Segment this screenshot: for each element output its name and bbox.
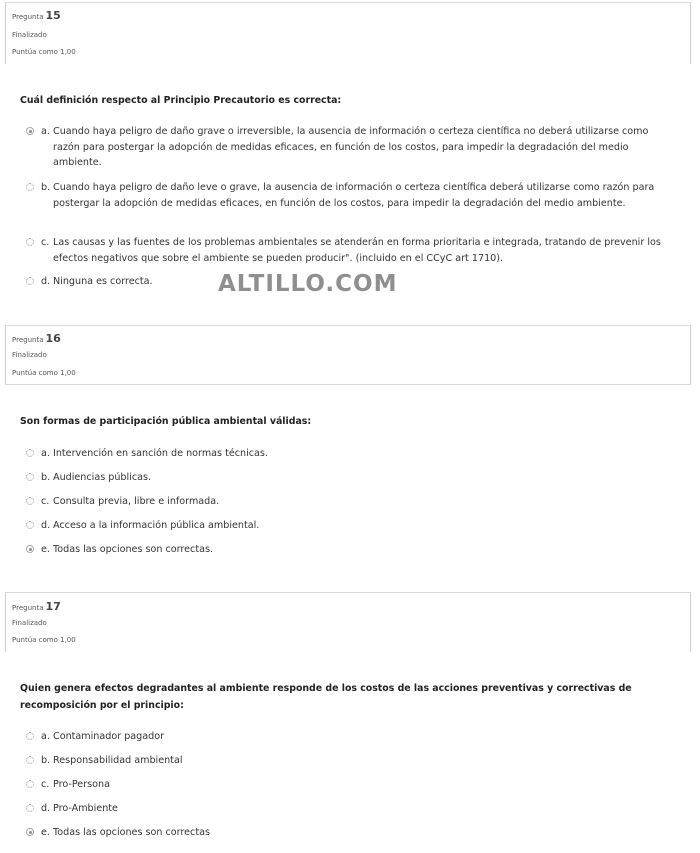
answer-option[interactable] (26, 753, 686, 769)
question-score: Puntúa como 1,00 (12, 48, 76, 56)
option-text: Intervención en sanción de normas técnicas. (53, 448, 268, 459)
question-number-line (12, 332, 61, 345)
option-letter: a. (41, 126, 50, 137)
option-text: Todas las opciones son correctas (53, 827, 210, 838)
option-letter: c. (41, 237, 50, 248)
answer-option[interactable] (26, 801, 686, 817)
option-text: Las causas y las fuentes de los problemas ambientales se atenderán en forma prioritaria e integrada, tratando de prevenir los efectos negativos que sobre el ambiente se pueden producir". (incluido en el CCyC art 1710). (53, 237, 661, 264)
answer-option[interactable] (26, 825, 686, 841)
answer-option[interactable] (26, 446, 686, 462)
answer-option[interactable] (26, 124, 686, 172)
radio-icon[interactable] (26, 449, 34, 457)
option-text: Todas las opciones son correctas. (53, 544, 214, 555)
option-letter: b. (41, 182, 51, 193)
option-letter: a. (41, 731, 50, 742)
option-text: Pro-Persona (53, 779, 110, 790)
option-letter: b. (41, 755, 51, 766)
option-letter: d. (41, 803, 51, 814)
option-text: Ninguna es correcta. (53, 276, 153, 287)
radio-icon[interactable] (26, 497, 34, 505)
answer-option[interactable] (26, 518, 686, 534)
option-letter: d. (41, 520, 51, 531)
option-text: Contaminador pagador (53, 731, 165, 742)
option-letter: c. (41, 779, 50, 790)
question-number: 16 (45, 332, 61, 345)
option-letter: e. (41, 827, 50, 838)
option-text: Consulta previa, libre e informada. (53, 496, 220, 507)
question-status: Finalizado (12, 31, 47, 39)
question-label: Pregunta (12, 13, 44, 21)
question-text: Son formas de participación pública ambiental válidas: (20, 416, 312, 427)
question-status: Finalizado (12, 619, 47, 627)
option-letter: a. (41, 448, 50, 459)
radio-icon[interactable] (26, 804, 34, 812)
option-text: Cuando haya peligro de daño grave o irreversible, la ausencia de información o certeza científica no deberá utilizarse como razón para postergar la adopción de medidas eficaces, en función de los costos, para impedir la degradación del medio ambiente. (53, 126, 649, 168)
radio-icon[interactable] (26, 732, 34, 740)
option-letter: e. (41, 544, 50, 555)
answer-option[interactable] (26, 180, 686, 228)
radio-icon[interactable] (26, 183, 34, 191)
radio-checked-icon[interactable] (26, 828, 34, 836)
answer-option[interactable] (26, 235, 686, 267)
option-text: Acceso a la información pública ambiental. (53, 520, 260, 531)
answer-option[interactable] (26, 777, 686, 793)
question-info-box (5, 592, 691, 652)
question-info-box (5, 2, 691, 64)
option-text: Cuando haya peligro de daño leve o grave, la ausencia de información o certeza científica deberá utilizarse como razón para postergar la adopción de medidas eficaces, en función de los costos, para impedir la degradación del medio ambiente. (53, 182, 655, 209)
answer-option[interactable] (26, 542, 686, 558)
radio-icon[interactable] (26, 780, 34, 788)
question-text: Cuál definición respecto al Principio Precautorio es correcta: (20, 95, 342, 106)
answer-option[interactable] (26, 729, 686, 745)
question-text: Quien genera efectos degradantes al ambiente responde de los costos de las acciones preventivas y correctivas de recomposición por el principio: (20, 683, 632, 711)
question-label: Pregunta (12, 336, 44, 344)
question-number-line (12, 600, 61, 613)
question-score: Puntúa como 1,00 (12, 636, 76, 644)
radio-checked-icon[interactable] (26, 545, 34, 553)
watermark: ALTILLO.COM (218, 271, 398, 297)
option-text: Audiencias públicas. (53, 472, 152, 483)
question-info-box (5, 325, 691, 385)
option-letter: b. (41, 472, 51, 483)
radio-icon[interactable] (26, 238, 34, 246)
answer-option[interactable] (26, 470, 686, 486)
answer-option[interactable] (26, 494, 686, 510)
option-text: Pro-Ambiente (53, 803, 118, 814)
radio-icon[interactable] (26, 521, 34, 529)
option-letter: d. (41, 276, 51, 287)
radio-checked-icon[interactable] (26, 127, 34, 135)
option-text: Responsabilidad ambiental (53, 755, 183, 766)
radio-icon[interactable] (26, 756, 34, 764)
option-letter: c. (41, 496, 50, 507)
question-score: Puntúa como 1,00 (12, 369, 76, 377)
radio-icon[interactable] (26, 277, 34, 285)
question-number-line (12, 9, 61, 22)
radio-icon[interactable] (26, 473, 34, 481)
question-label: Pregunta (12, 604, 44, 612)
question-status: Finalizado (12, 351, 47, 359)
question-number: 17 (45, 600, 61, 613)
question-number: 15 (45, 9, 61, 22)
